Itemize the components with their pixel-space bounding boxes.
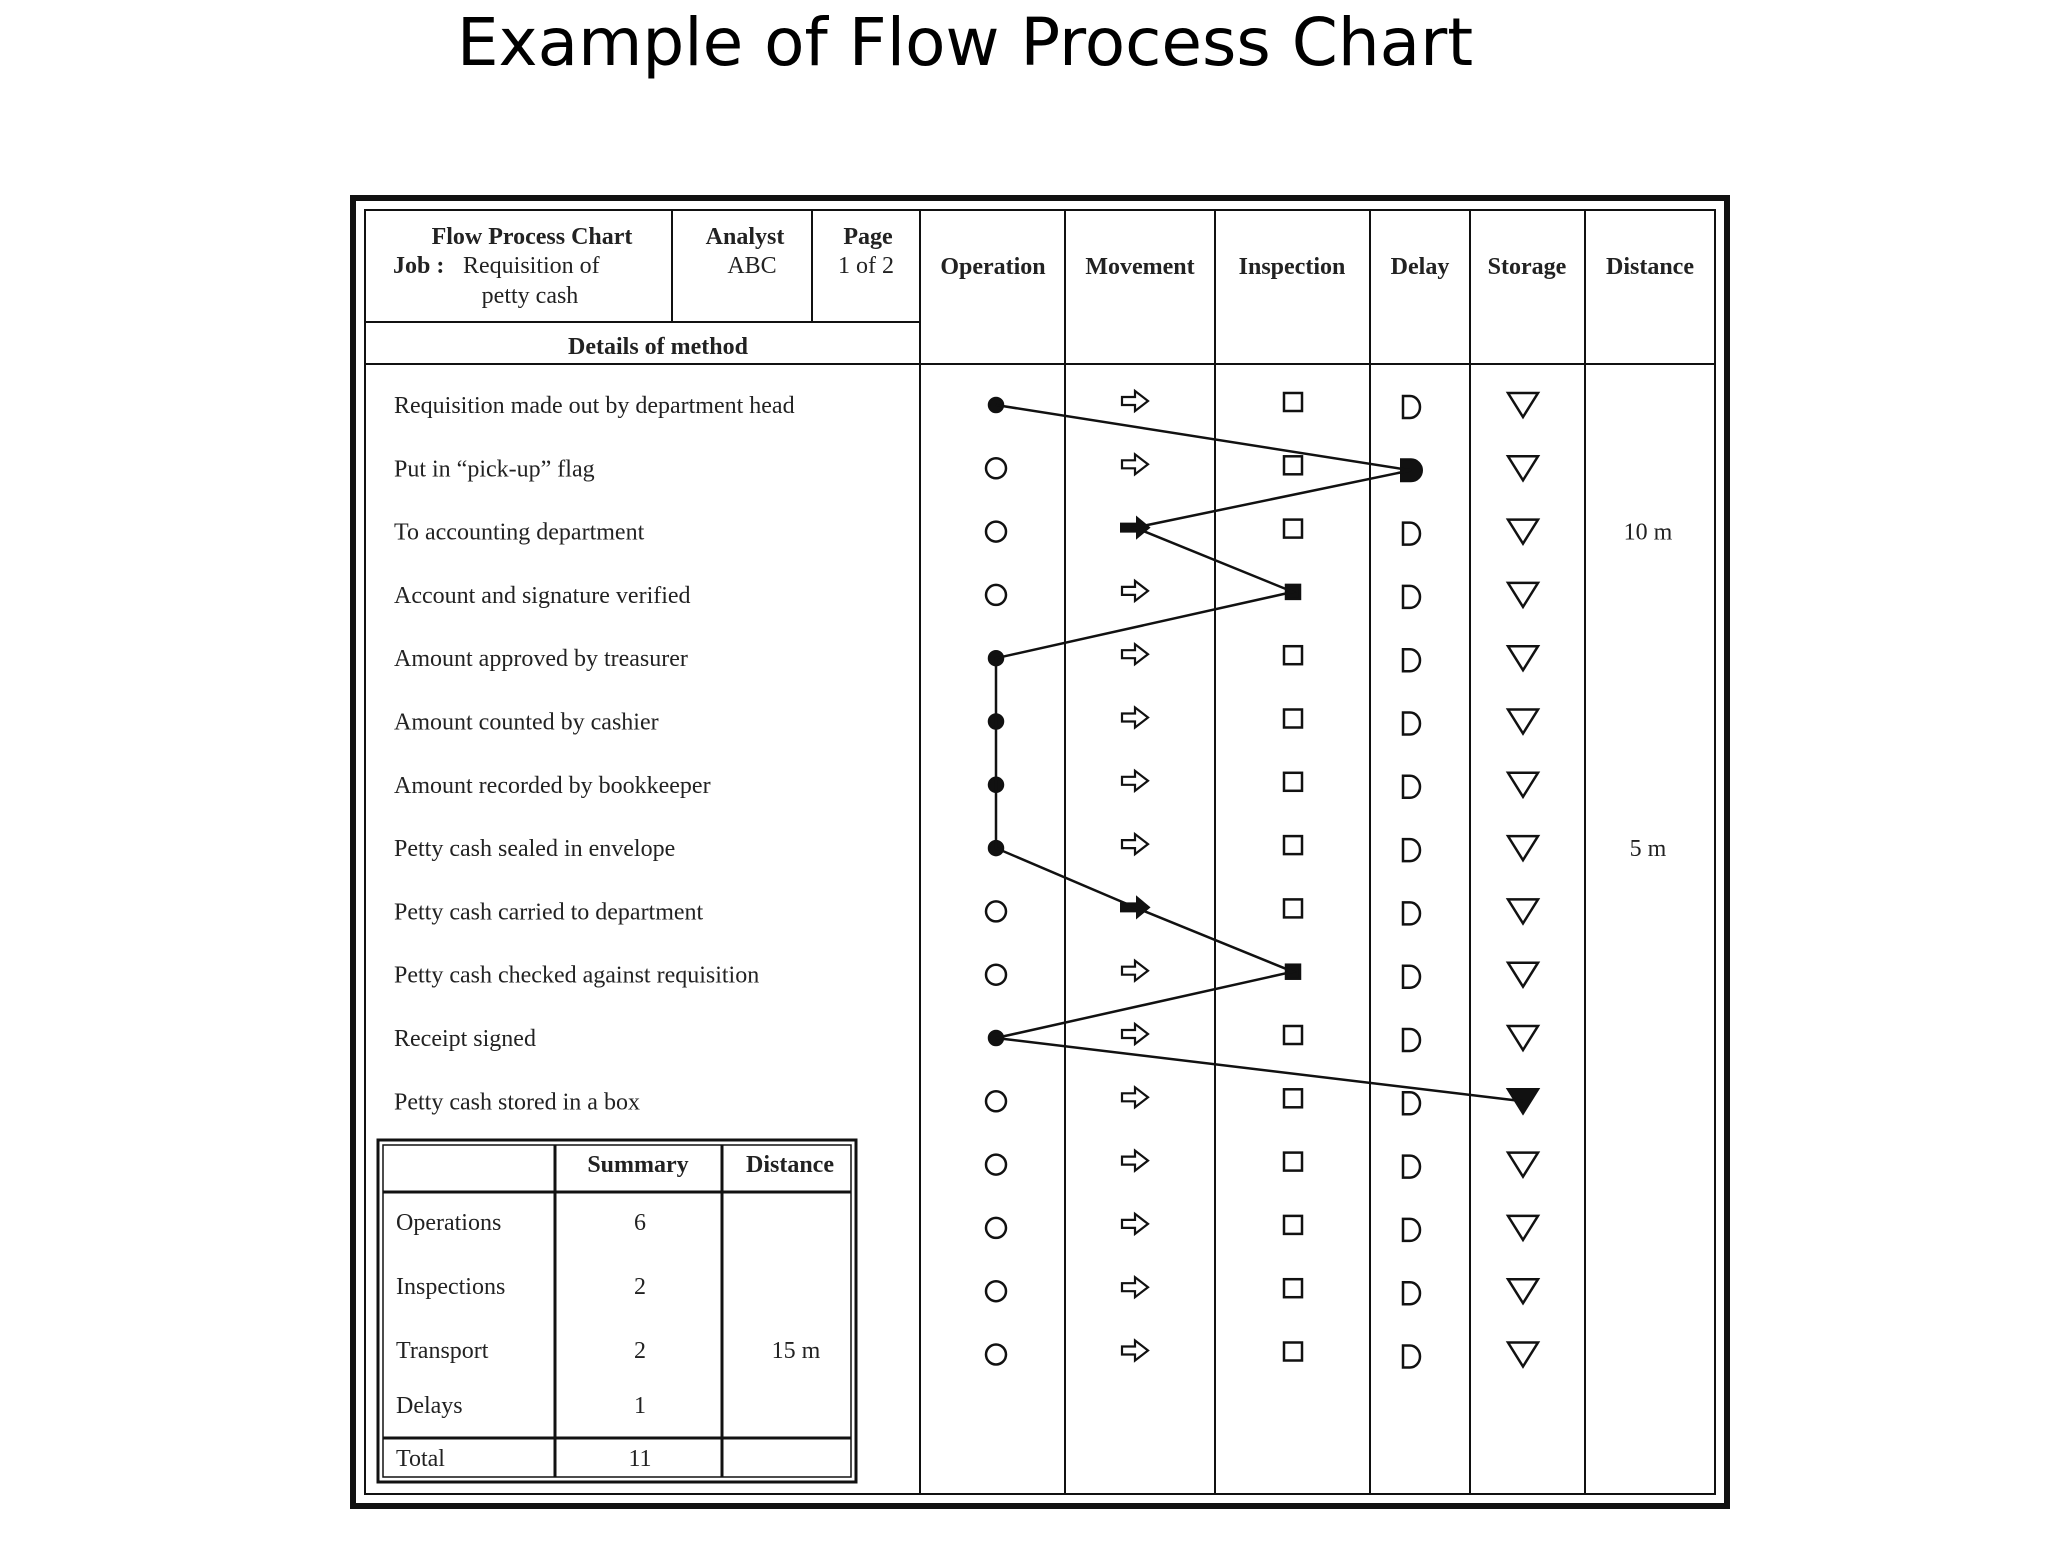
arrow-icon [1122,708,1148,728]
circle-icon [986,585,1006,605]
process-flow-line [996,405,1523,1101]
triangle-icon [1508,520,1538,544]
circle-icon [986,1281,1006,1301]
d-shape-icon [1403,839,1420,861]
step-label: Amount approved by treasurer [394,646,688,673]
step-label: Petty cash checked against requisition [394,962,760,989]
triangle-icon [1508,899,1538,923]
d-shape-icon [1403,1156,1420,1178]
summary-row-distance: 15 m [771,1338,821,1364]
circle-icon [986,965,1006,985]
arrow-icon [1122,961,1148,981]
column-header-storage: Storage [1487,254,1567,280]
header-job-label: Job : [393,253,445,279]
summary-distance-header: Distance [746,1152,834,1178]
step-label: Account and signature verified [394,582,691,609]
triangle-icon [1508,646,1538,670]
summary-inner [383,1145,851,1477]
square-icon [1284,836,1302,854]
summary-header-label: Summary [587,1152,689,1178]
triangle-icon [1508,456,1538,480]
circle-icon [986,901,1006,921]
summary-row-label: Delays [396,1393,463,1419]
square-icon [1284,646,1302,664]
d-shape-icon [1403,1282,1420,1304]
step-label: Requisition made out by department head [394,393,795,419]
triangle-icon [1508,836,1538,860]
step-label: Petty cash stored in a box [394,1089,640,1116]
triangle-icon [1508,710,1538,734]
column-header-inspection: Inspection [1238,254,1346,280]
header-analyst-label: Analyst [705,224,785,250]
slide-title: Example of Flow Process Chart [456,4,1474,81]
triangle-icon [1508,1216,1538,1240]
header-page-label: Page [843,224,893,250]
square-icon [1284,710,1302,728]
circle-icon [986,458,1006,478]
summary-row-label: Total [396,1446,445,1472]
square-icon [1284,456,1302,474]
square-icon [1284,773,1302,791]
arrow-icon [1122,1024,1148,1044]
header-chart-title: Flow Process Chart [431,224,633,250]
d-shape-icon [1403,523,1420,545]
d-shape-icon [1403,713,1420,735]
summary-row-count: 2 [634,1338,646,1364]
summary-row-label: Inspections [396,1274,506,1300]
d-shape-icon [1403,1219,1420,1241]
arrow-icon [1122,581,1148,601]
arrow-icon [1122,391,1148,411]
summary-row-label: Operations [396,1210,502,1236]
step-label: To accounting department [394,519,645,546]
square-icon [1284,520,1302,538]
triangle-icon [1508,1279,1538,1303]
step-label: Amount recorded by bookkeeper [394,772,711,799]
square-icon [1284,1343,1302,1361]
triangle-icon [1508,393,1538,417]
summary-table [378,1140,856,1482]
arrow-icon [1122,454,1148,474]
circle-icon [986,1091,1006,1111]
summary-row-count: 6 [634,1210,646,1236]
step-label: Put in “pick-up” flag [394,456,595,483]
d-shape-icon [1403,776,1420,798]
triangle-icon [1508,1153,1538,1177]
arrow-icon [1122,1277,1148,1297]
header-analyst-value: ABC [727,253,777,279]
d-shape-icon [1403,649,1420,671]
arrow-icon [1122,834,1148,854]
arrow-icon [1122,1214,1148,1234]
square-icon [1284,1216,1302,1234]
arrow-icon [1122,1087,1148,1107]
details-of-method-label: Details of method [568,334,748,360]
triangle-icon [1508,1026,1538,1050]
column-header-operation: Operation [940,254,1046,280]
d-shape-icon [1403,586,1420,608]
arrow-icon [1122,1341,1148,1361]
d-shape-icon [1403,902,1420,924]
d-shape-icon [1403,1092,1420,1114]
square-icon [1284,1089,1302,1107]
triangle-icon [1508,1343,1538,1367]
circle-icon [986,1345,1006,1365]
header-job-line2: petty cash [481,283,579,309]
header-job-line1: Requisition of [463,253,600,279]
step-label: Petty cash carried to department [394,899,704,926]
arrow-icon [1122,1151,1148,1171]
square-icon [1284,1279,1302,1297]
d-shape-icon [1403,966,1420,988]
d-shape-icon [1403,396,1420,418]
summary-row-count: 2 [634,1274,646,1300]
square-icon [1284,1153,1302,1171]
triangle-icon [1508,583,1538,607]
square-icon [1284,1026,1302,1044]
header-page-value: 1 of 2 [838,253,894,279]
triangle-icon [1508,963,1538,987]
step-label: Receipt signed [394,1026,536,1052]
arrow-icon [1122,771,1148,791]
circle-icon [986,1155,1006,1175]
circle-icon [986,522,1006,542]
triangle-icon [1508,773,1538,797]
summary-row-label: Transport [396,1338,489,1364]
summary-row-count: 11 [628,1446,652,1472]
column-header-movement: Movement [1085,254,1195,280]
arrow-icon [1122,644,1148,664]
circle-icon [986,1218,1006,1238]
d-shape-icon [1403,1029,1420,1051]
d-shape-icon [1403,1346,1420,1368]
step-distance: 10 m [1623,519,1673,546]
column-header-distance: Distance [1606,254,1694,280]
square-icon [1284,393,1302,411]
column-header-delay: Delay [1390,254,1450,280]
step-distance: 5 m [1629,836,1667,863]
step-label: Petty cash sealed in envelope [394,836,676,863]
summary-row-count: 1 [634,1393,646,1419]
square-icon [1284,899,1302,917]
step-label: Amount counted by cashier [394,709,659,736]
